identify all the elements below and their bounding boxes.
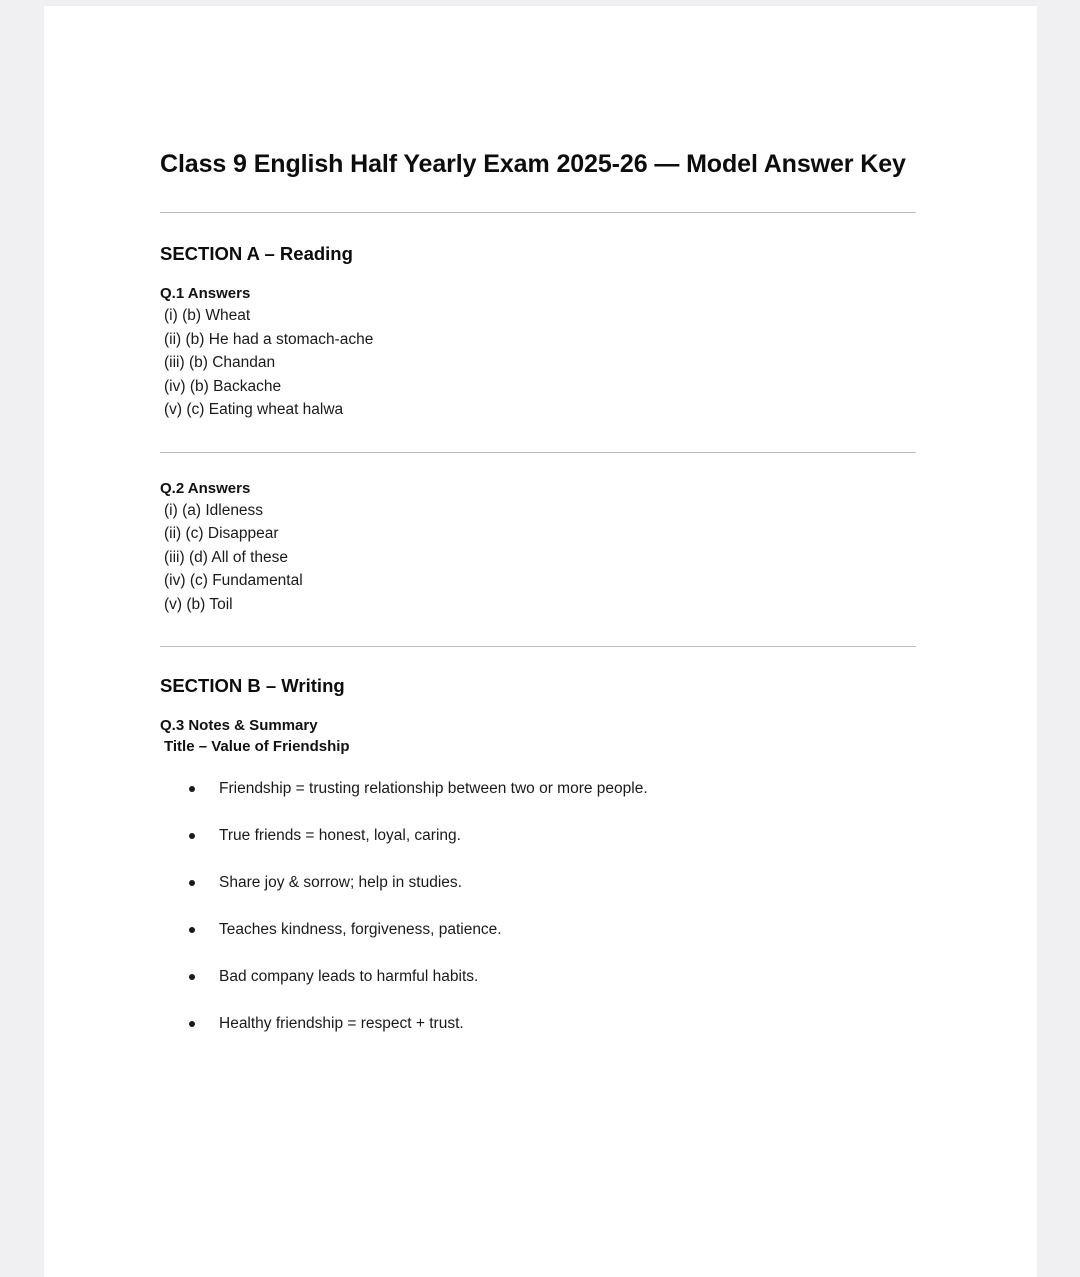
spacer [160, 647, 916, 675]
bullet-dot-icon [189, 927, 195, 933]
list-item-label: Teaches kindness, forgiveness, patience. [219, 921, 502, 938]
question-block-q1 [160, 284, 916, 422]
document-sheet [44, 5, 1037, 1277]
spacer [160, 422, 916, 452]
list-item-label: Share joy & sorrow; help in studies. [219, 874, 462, 891]
spacer [160, 213, 916, 243]
answer-line: (iv) (c) Fundamental [164, 572, 303, 589]
bullet-dot-icon [189, 833, 195, 839]
question-heading-q2: Q.2 Answers [160, 479, 251, 497]
spacer [160, 265, 916, 284]
spacer [160, 697, 916, 716]
list-item [160, 967, 916, 987]
spacer [160, 453, 916, 479]
spacer [160, 758, 916, 779]
answer-line: (i) (b) Wheat [164, 307, 251, 324]
answer-line: (iii) (d) All of these [164, 548, 289, 566]
note-title: Title – Value of Friendship [164, 738, 350, 755]
question-heading-q1: Q.1 Answers [160, 285, 251, 302]
answer-line: (iv) (b) Backache [164, 377, 282, 395]
answer-line: (v) (c) Eating wheat halwa [164, 401, 344, 418]
notes-bullet-list [160, 779, 916, 1034]
bullet-dot-icon [189, 880, 195, 886]
list-item [160, 920, 916, 940]
question-block-q3 [160, 716, 916, 1034]
page-title: Class 9 English Half Yearly Exam 2025-26 — Model Answer Key [160, 150, 906, 178]
answer-line: (ii) (b) He had a stomach-ache [164, 330, 374, 348]
bullet-dot-icon [189, 1021, 195, 1027]
spacer [160, 616, 916, 646]
bullet-dot-icon [189, 974, 195, 980]
list-item-label: Healthy friendship = respect + trust. [219, 1015, 464, 1032]
list-item [160, 873, 916, 893]
answer-line: (v) (b) Toil [164, 595, 233, 613]
question-block-q2 [160, 479, 916, 617]
answer-line: (iii) (b) Chandan [164, 354, 276, 371]
list-item-label: True friends = honest, loyal, caring. [219, 827, 461, 844]
answer-line: (i) (a) Idleness [164, 501, 264, 519]
list-item-label: Friendship = trusting relationship between two or more people. [219, 780, 648, 797]
list-item [160, 826, 916, 846]
list-item [160, 1014, 916, 1034]
section-heading-b: SECTION B – Writing [160, 675, 345, 696]
question-heading-q3: Q.3 Notes & Summary [160, 717, 318, 734]
section-heading-a: SECTION A – Reading [160, 243, 353, 264]
document-body [160, 146, 916, 1034]
list-item [160, 779, 916, 799]
bullet-dot-icon [189, 786, 195, 792]
answer-line: (ii) (c) Disappear [164, 525, 279, 542]
list-item-label: Bad company leads to harmful habits. [219, 968, 479, 985]
